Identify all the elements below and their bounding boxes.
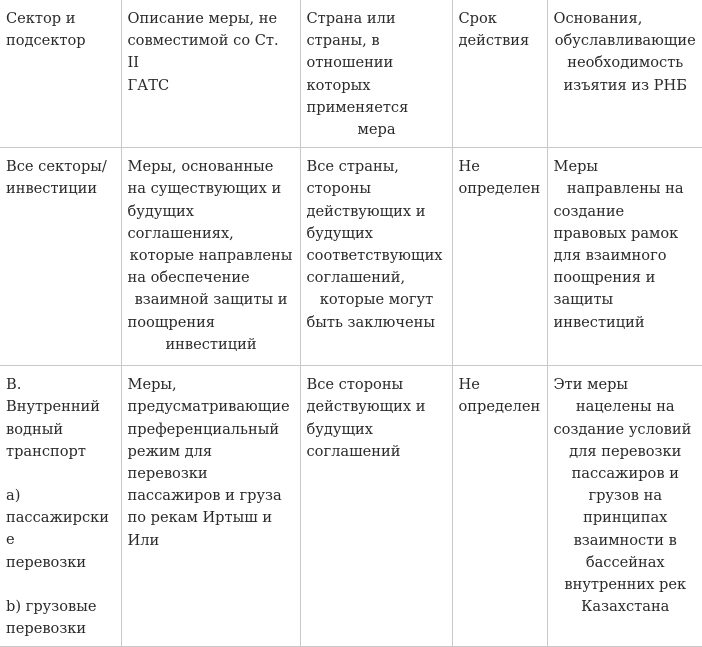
row1-sector: Все секторы/ инвестиции [0, 148, 121, 366]
header-description: Описание меры, не совместимой со Ст. II ГАТС [121, 0, 300, 148]
row2-term: Не определен [452, 366, 547, 647]
row1-grounds: Меры направлены на создание правовых рамок для взаимного поощрения и защиты инвестиций [547, 148, 702, 366]
header-term: Срок действия [452, 0, 547, 148]
table-header-row [0, 0, 702, 148]
header-sector: Сектор и подсектор [0, 0, 121, 148]
row1-term: Не определен [452, 148, 547, 366]
row2-sector: B. Внутренний водный транспорт a) пассажирские перевозки b) грузовые перевозки [0, 366, 121, 647]
row1-countries: Все страны, стороны действующих и будущих соответствующих соглашений, которые могут быть заключены [300, 148, 452, 366]
header-countries: Страна или страны, в отношении которых применяется мера [300, 0, 452, 148]
row2-description: Меры, предусматривающие преференциальный режим для перевозки пассажиров и груза по рекам Иртыш и Или [121, 366, 300, 647]
row2-grounds: Эти меры нацелены на создание условий для перевозки пассажиров и грузов на принципах взаимности в бассейнах внутренних рек Казахстана [547, 366, 702, 647]
row2-countries: Все стороны действующих и будущих соглашений [300, 366, 452, 647]
table-row [0, 148, 702, 366]
row1-description: Меры, основанные на существующих и будущих соглашениях, которые направлены на обеспечение взаимной защиты и поощрения инвестиций [121, 148, 300, 366]
table-row [0, 366, 702, 647]
header-grounds: Основания, обуславливающие необходимость изъятия из РНБ [547, 0, 702, 148]
